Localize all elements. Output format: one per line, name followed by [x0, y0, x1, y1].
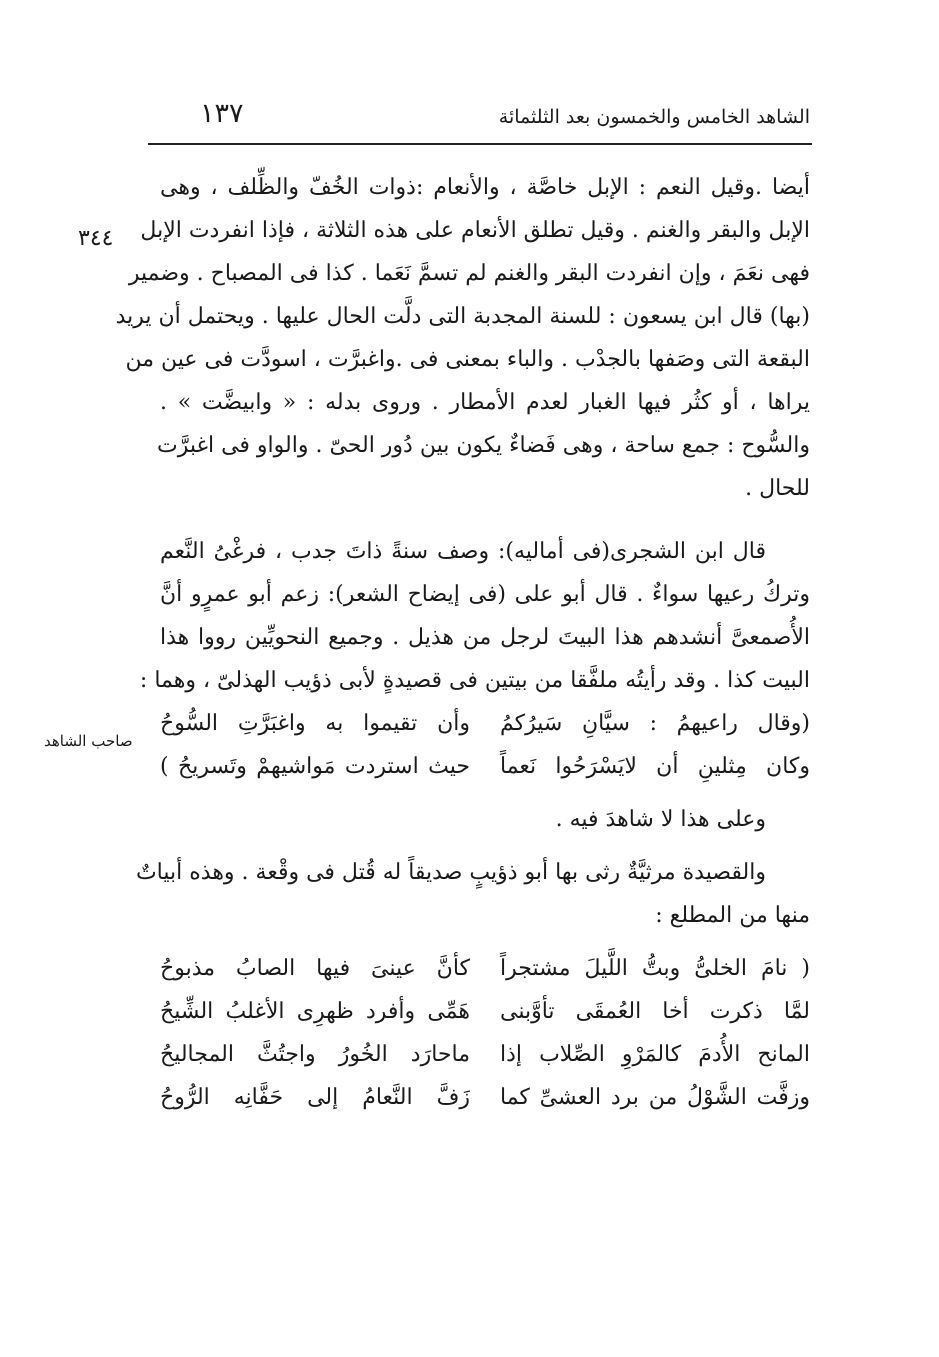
verse-line [160, 745, 810, 788]
header-rule [148, 143, 812, 145]
paragraph-gap [160, 841, 810, 851]
verse-hemistich: وزفَّت الشَّوْلُ من برد العشىِّ كما [500, 1085, 810, 1110]
text-line: وتركُ رعيها سواءٌ . قال أبو على (فى إيضاح الشعر): زعم أبو عمرٍو أنَّ [160, 582, 810, 607]
paragraph-gap [160, 937, 810, 947]
verse-hemistich: زَفَّ النَّعامُ إلى حَفَّانِه الرُّوحُ [160, 1085, 470, 1110]
text-line: (بها) قال ابن يسعون : للسنة المجدبة التى دلَّت الحال عليها . ويحتمل أن يريد [115, 304, 810, 329]
verse-hemistich: المانح الأُدمَ كالمَرْوِ الصِّلاب إذا [500, 1042, 810, 1067]
page-number: ١٣٧ [200, 98, 244, 129]
body-text [115, 166, 810, 1119]
paragraph-gap [160, 788, 810, 798]
text-line: يراها ، أو كثُر فيها الغبار لعدم الأمطار . وروى بدله : « وابيضَّت » . [160, 390, 810, 415]
margin-note: صاحب الشاهد [44, 732, 133, 750]
text-line: البيت كذا . وقد رأيتُه ملفَّقا من بيتين فى قصيدةٍ لأبى ذؤيب الهذلىّ ، وهما : [139, 668, 810, 693]
text-line: للحال . [745, 476, 810, 501]
text-line: فهى نعَمَ ، وإن انفردت البقر والغنم لم تسمَّ نَعَما . كذا فى المصباح . وضمير [128, 261, 810, 286]
text-line: الإبل والبقر والغنم . وقيل تطلق الأنعام على هذه الثلاثة ، فإذا انفردت الإبل [140, 218, 810, 243]
running-head [150, 98, 810, 138]
verse-line [160, 1033, 810, 1076]
verse-hemistich: ماحارَد الخُورُ واجتُثَّ المجاليحُ [160, 1042, 470, 1067]
verse-hemistich: لمَّا ذكرت أخا العُمقَى تأوَّبنى [500, 999, 810, 1024]
text-line: الأُصمعىَّ أنشدهم هذا البيتَ لرجل من هذيل . وجميع النحويِّين رووا هذا [160, 625, 810, 650]
text-line: والسُّوح : جمع ساحة ، وهى فَضاءٌ يكون بين دُور الحىّ . والواو فى اغبرَّت [156, 433, 810, 458]
text-line: البقعة التى وصَفها بالجدْب . والباء بمعنى فى .واغبرَّت ، اسودَّت فى عين من [125, 347, 810, 372]
running-title: الشاهد الخامس والخمسون بعد الثلثمائة [498, 106, 810, 128]
verse-hemistich: وأن تقيموا به واغبَرَّتِ السُّوحُ [160, 711, 470, 736]
verse-line [160, 702, 810, 745]
text-line: قال ابن الشجرى(فى أماليه): وصف سنةً ذاتَ جدب ، فرغْىُ النَّعم [160, 539, 766, 564]
verse-hemistich: هَمِّى وأفرد ظهرِى الأغلبُ الشِّيحُ [160, 999, 470, 1024]
verse-line [160, 1076, 810, 1119]
verse-hemistich: حيث استردت مَواشيهمْ وتَسريحُ ) [160, 754, 470, 779]
paragraph-gap [160, 510, 810, 530]
verse-hemistich: كأنَّ عينىَ فيها الصابُ مذبوحُ [160, 956, 470, 981]
verse-hemistich: (وقال راعيهمُ : سيَّانِ سَيرُكمُ [500, 711, 810, 736]
margin-verse-number: ٣٤٤ [78, 226, 114, 251]
verse-line [160, 947, 810, 990]
text-line: منها من المطلع : [655, 903, 810, 928]
verse-hemistich: وكان مِثلينِ أن لايَسْرَحُوا نَعماً [500, 754, 810, 779]
text-line: أيضا .وقيل النعم : الإبل خاصَّة ، والأنعام :ذوات الخُفّ والظِّلف ، وهى [160, 175, 810, 200]
verse-hemistich: ( نامَ الخلىُّ وبتُّ اللَّيلَ مشتجراً [500, 956, 810, 981]
text-line: والقصيدة مرثيَّةٌ رثى بها أبو ذؤيبٍ صديقاً له قُتل فى وقْعة . وهذه أبياتٌ [135, 860, 766, 885]
text-line: وعلى هذا لا شاهدَ فيه . [555, 807, 766, 832]
verse-line [160, 990, 810, 1033]
